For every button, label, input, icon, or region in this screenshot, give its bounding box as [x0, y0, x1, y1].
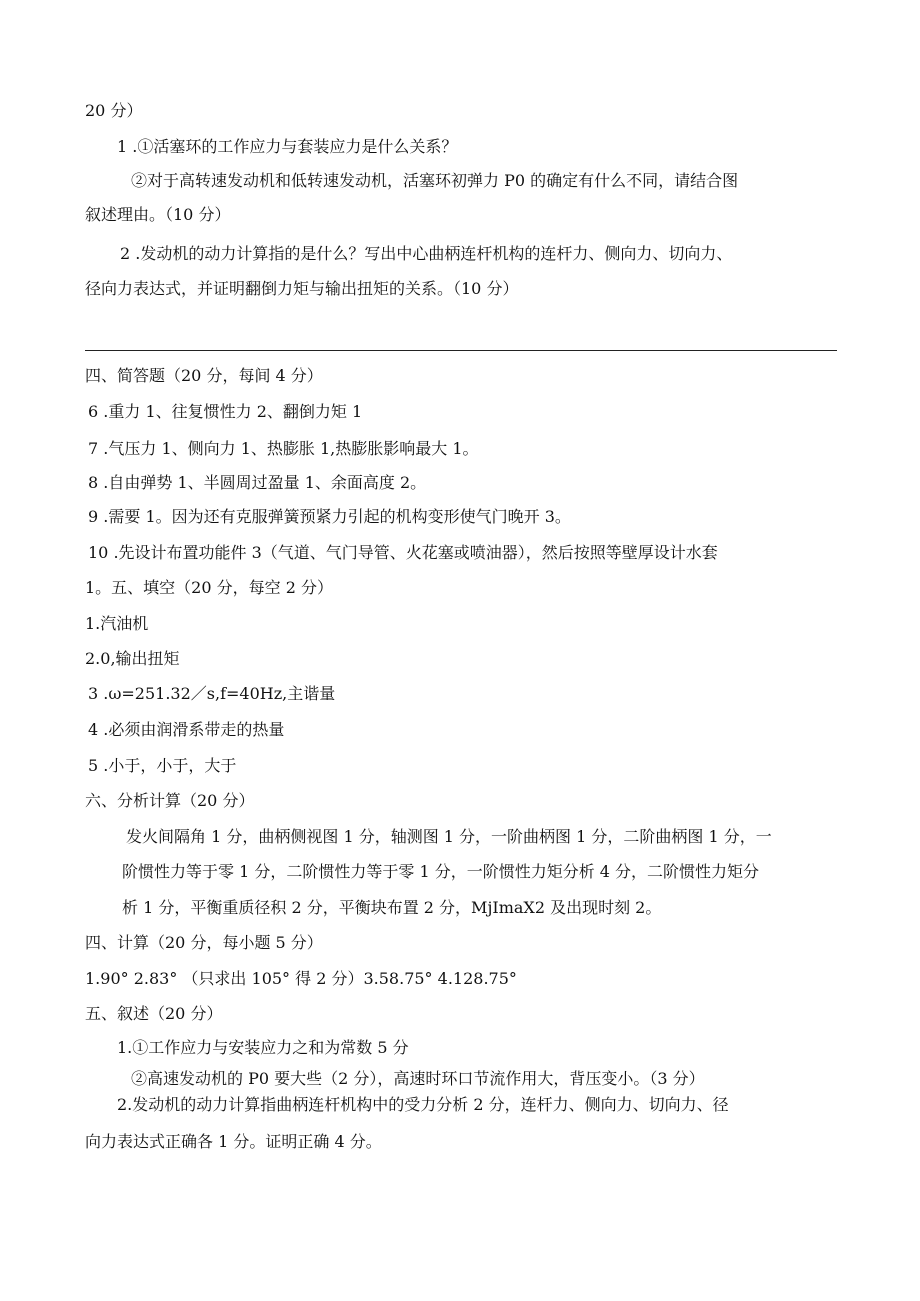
- section-6-line-3: 析 1 分，平衡重质径积 2 分，平衡块布置 2 分，MjImaX2 及出现时刻 2。: [122, 898, 662, 917]
- question-1-line-2: ②对于高转速发动机和低转速发动机，活塞环初弹力 P0 的确定有什么不同，请结合图: [131, 171, 739, 190]
- narrative-line-1: 1.①工作应力与安装应力之和为常数 5 分: [117, 1038, 409, 1057]
- narrative-line-2: ②高速发动机的 P0 要大些（2 分），高速时环口节流作用大，背压变小。（3 分）: [131, 1069, 705, 1088]
- fill-answer-4: 4 .必须由润滑系带走的热量: [88, 720, 285, 739]
- fill-answer-1: 1.汽油机: [85, 614, 149, 633]
- question-1-line-3: 叙述理由。（10 分）: [85, 205, 231, 224]
- answer-7: 7 .气压力 1、侧向力 1、热膨胀 1,热膨胀影响最大 1。: [88, 439, 479, 458]
- answer-10-line-2: 1。五、填空（20 分，每空 2 分）: [85, 578, 333, 597]
- section-6-line-2: 阶惯性力等于零 1 分，二阶惯性力等于零 1 分，一阶惯性力矩分析 4 分，二阶惯性力矩分: [122, 862, 760, 881]
- score-tail: 20 分）: [85, 101, 143, 120]
- narrative-line-3: 2.发动机的动力计算指曲柄连杆机构中的受力分析 2 分，连杆力、侧向力、切向力、径: [117, 1095, 729, 1114]
- section-6-title: 六、分析计算（20 分）: [85, 791, 255, 810]
- answer-10-line-1: 10 .先设计布置功能件 3（气道、气门导管、火花塞或喷油器），然后按照等壁厚设计水套: [88, 543, 718, 562]
- calc-section-title: 四、计算（20 分，每小题 5 分）: [85, 933, 323, 952]
- calc-answers: 1.90° 2.83° （只求出 105° 得 2 分）3.58.75° 4.128.75°: [85, 969, 517, 988]
- fill-answer-5: 5 .小于，小于，大于: [88, 756, 237, 775]
- section-divider: [85, 350, 837, 351]
- section-6-line-1: 发火间隔角 1 分，曲柄侧视图 1 分，轴测图 1 分，一阶曲柄图 1 分，二阶曲柄图 1 分，一: [126, 827, 772, 846]
- section-4-title: 四、简答题（20 分，每间 4 分）: [85, 366, 323, 385]
- answer-9: 9 .需要 1。因为还有克服弹簧预紧力引起的机构变形使气门晚开 3。: [88, 507, 571, 526]
- fill-answer-3: 3 .ω=251.32／s,f=40Hz,主谐量: [88, 684, 336, 703]
- question-2-line-2: 径向力表达式，并证明翻倒力矩与输出扭矩的关系。（10 分）: [85, 279, 519, 298]
- narrative-line-4: 向力表达式正确各 1 分。证明正确 4 分。: [85, 1132, 382, 1151]
- answer-6: 6 .重力 1、往复惯性力 2、翻倒力矩 1: [88, 402, 363, 421]
- question-2-line-1: 2 .发动机的动力计算指的是什么？写出中心曲柄连杆机构的连杆力、侧向力、切向力、: [120, 244, 733, 263]
- question-1-line-1: 1 .①活塞环的工作应力与套装应力是什么关系？: [117, 137, 458, 156]
- fill-answer-2: 2.0,输出扭矩: [85, 649, 180, 668]
- answer-8: 8 .自由弹势 1、半圆周过盈量 1、余面高度 2。: [88, 473, 427, 492]
- narrative-section-title: 五、叙述（20 分）: [85, 1004, 223, 1023]
